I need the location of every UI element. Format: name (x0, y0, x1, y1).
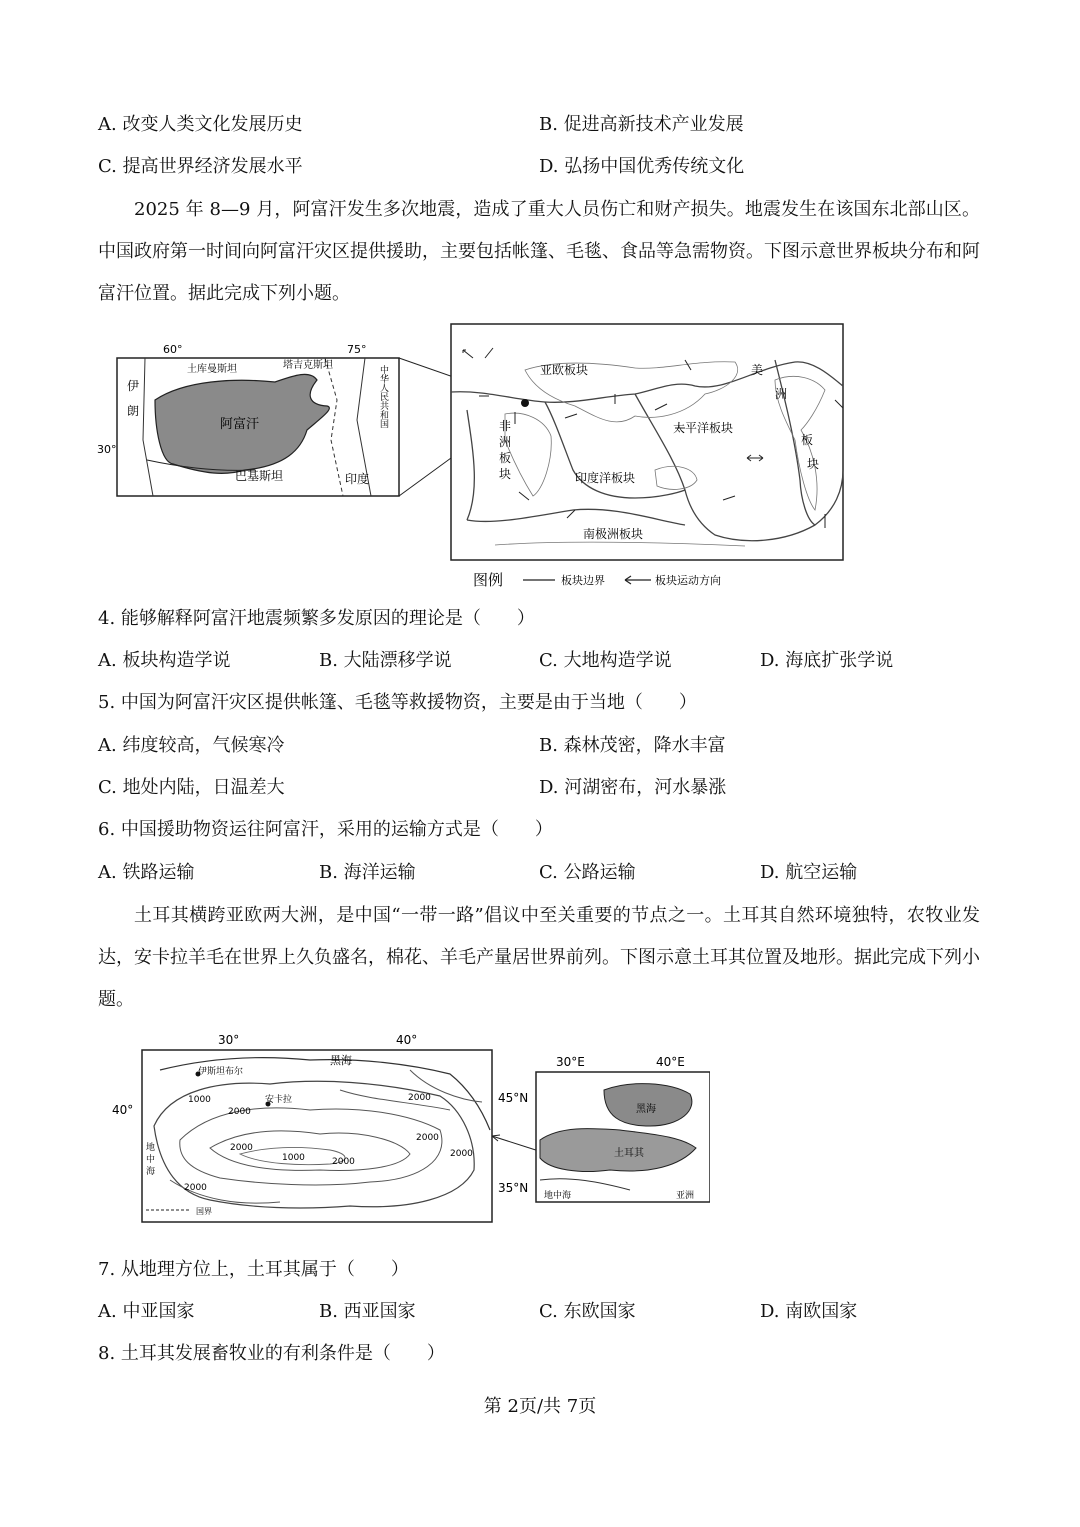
q5-option-d: D. 河湖密布，河水暴涨 (539, 777, 727, 798)
q5-option-a: A. 纬度较高，气候寒冷 (98, 735, 285, 756)
q3-option-c: C. 提高世界经济发展水平 (98, 156, 303, 177)
indian-plate-label: 印度洋板块 (575, 471, 636, 485)
lat-30-label: 30° (97, 443, 117, 456)
q7-option-d: D. 南欧国家 (760, 1301, 858, 1322)
figure-plate-map (95, 320, 855, 595)
q5-option-c: C. 地处内陆，日温差大 (98, 777, 285, 798)
q4-option-a: A. 板块构造学说 (98, 650, 231, 671)
american-plate-label-2: 洲 (775, 387, 788, 401)
iran-label-2: 朗 (127, 404, 140, 418)
page-number: 第 2页/共 7页 (483, 1396, 597, 1417)
q8-stem: 8. 土耳其发展畜牧业的有利条件是（ ） (98, 1343, 445, 1364)
q4-option-d: D. 海底扩张学说 (760, 650, 894, 671)
contour-label: 1000 (188, 1095, 211, 1105)
figure1-legend (473, 571, 721, 589)
african-plate-label-4: 块 (499, 467, 512, 481)
lon-30-label: 30° (218, 1033, 240, 1047)
china-label: 中华人民共和国 (378, 365, 388, 428)
q5-option-b: B. 森林茂密，降水丰富 (539, 735, 726, 756)
american-plate-label-3: 板 (801, 433, 814, 447)
med-label-2: 中 (146, 1155, 156, 1165)
eurasian-plate-label: 亚欧板块 (540, 363, 589, 377)
istanbul-label: 伊斯坦布尔 (198, 1067, 244, 1077)
locator-lat-35-label: 35°N (498, 1181, 529, 1195)
american-plate-label-1: 美 (751, 363, 764, 377)
q6-option-d: D. 航空运输 (760, 862, 858, 883)
india-label: 印度 (345, 472, 370, 486)
q6-option-a: A. 铁路运输 (98, 862, 195, 883)
q6-option-c: C. 公路运输 (539, 862, 636, 883)
iran-label-1: 伊 (127, 379, 140, 393)
afghanistan-label: 阿富汗 (220, 417, 260, 432)
contour-label: 2000 (184, 1183, 207, 1193)
contour-label: 2000 (450, 1149, 473, 1159)
locator-black-sea-label: 黑海 (636, 1104, 656, 1115)
med-label-1: 地 (146, 1143, 156, 1153)
tajikistan-label: 塔吉克斯坦 (283, 360, 333, 371)
african-plate-label-2: 洲 (499, 435, 512, 449)
pacific-plate-label: 太平洋板块 (673, 421, 734, 435)
locator-lon-30-label: 30°E (556, 1055, 585, 1069)
passage-afghanistan: 2025 年 8—9 月，阿富汗发生多次地震，造成了重大人员伤亡和财产损失。地震发生在该国东北部山区。中国政府第一时间向阿富汗灾区提供援助，主要包括帐篷、毛毯、食品等急需物资。下图示意世界板块分布和阿富汗位置。据此完成下列小题。 (98, 199, 980, 304)
lon-75-label: 75° (347, 343, 367, 356)
contour-label: 1000 (282, 1153, 305, 1163)
ankara-label: 安卡拉 (265, 1095, 293, 1105)
lon-60-label: 60° (163, 343, 183, 356)
american-plate-label-4: 块 (807, 457, 820, 471)
afghanistan-inset-map (97, 343, 399, 496)
contour-label: 2000 (408, 1093, 431, 1103)
pakistan-label: 巴基斯坦 (235, 469, 284, 483)
locator-asia-label: 亚洲 (676, 1191, 695, 1201)
passage-turkey: 土耳其横跨亚欧两大洲，是中国“一带一路”倡议中至关重要的节点之一。土耳其自然环境独特，农牧业发达，安卡拉羊毛在世界上久负盛名，棉花、羊毛产量居世界前列。下图示意土耳其位置及地形。据此完成下列小题。 (98, 905, 980, 1010)
world-plate-map (451, 324, 843, 560)
q7-option-b: B. 西亚国家 (319, 1301, 416, 1322)
afghanistan-dot (521, 399, 529, 407)
q3-option-d: D. 弘扬中国优秀传统文化 (539, 156, 745, 177)
antarctic-plate-label: 南极洲板块 (583, 527, 644, 541)
turkey-locator-map (498, 1055, 710, 1202)
legend-boundary: 板块边界 (561, 574, 605, 587)
q6-stem: 6. 中国援助物资运往阿富汗，采用的运输方式是（ ） (98, 819, 553, 840)
lat-40-label: 40° (112, 1103, 134, 1117)
turkmenistan-label: 土库曼斯坦 (187, 364, 237, 375)
lon-40-label: 40° (396, 1033, 418, 1047)
african-plate-label-3: 板 (499, 451, 512, 465)
border-legend-label: 国界 (196, 1207, 212, 1216)
contour-label: 2000 (416, 1133, 439, 1143)
q3-option-b: B. 促进高新技术产业发展 (539, 114, 744, 135)
q4-option-c: C. 大地构造学说 (539, 650, 672, 671)
locator-turkey-label: 土耳其 (614, 1148, 644, 1159)
med-label-3: 海 (146, 1167, 156, 1177)
q3-option-a: A. 改变人类文化发展历史 (98, 114, 303, 135)
q7-option-c: C. 东欧国家 (539, 1301, 636, 1322)
q7-option-a: A. 中亚国家 (98, 1301, 195, 1322)
turkey-terrain-map (112, 1033, 492, 1222)
black-sea-label: 黑海 (330, 1054, 352, 1067)
q6-option-b: B. 海洋运输 (319, 862, 416, 883)
contour-label: 2000 (228, 1107, 251, 1117)
figure-turkey-map (110, 1030, 710, 1230)
q4-stem: 4. 能够解释阿富汗地震频繁多发原因的理论是（ ） (98, 608, 535, 629)
locator-lon-40-label: 40°E (656, 1055, 685, 1069)
legend-title: 图例 (473, 571, 504, 589)
contour-label: 2000 (332, 1157, 355, 1167)
african-plate-label-1: 非 (499, 419, 512, 433)
locator-med-label: 地中海 (544, 1191, 572, 1201)
legend-direction: 板块运动方向 (655, 574, 721, 587)
q4-option-b: B. 大陆漂移学说 (319, 650, 452, 671)
locator-lat-45-label: 45°N (498, 1091, 529, 1105)
q5-stem: 5. 中国为阿富汗灾区提供帐篷、毛毯等救援物资，主要是由于当地（ ） (98, 692, 697, 713)
q7-stem: 7. 从地理方位上，土耳其属于（ ） (98, 1259, 409, 1280)
contour-label: 2000 (230, 1143, 253, 1153)
